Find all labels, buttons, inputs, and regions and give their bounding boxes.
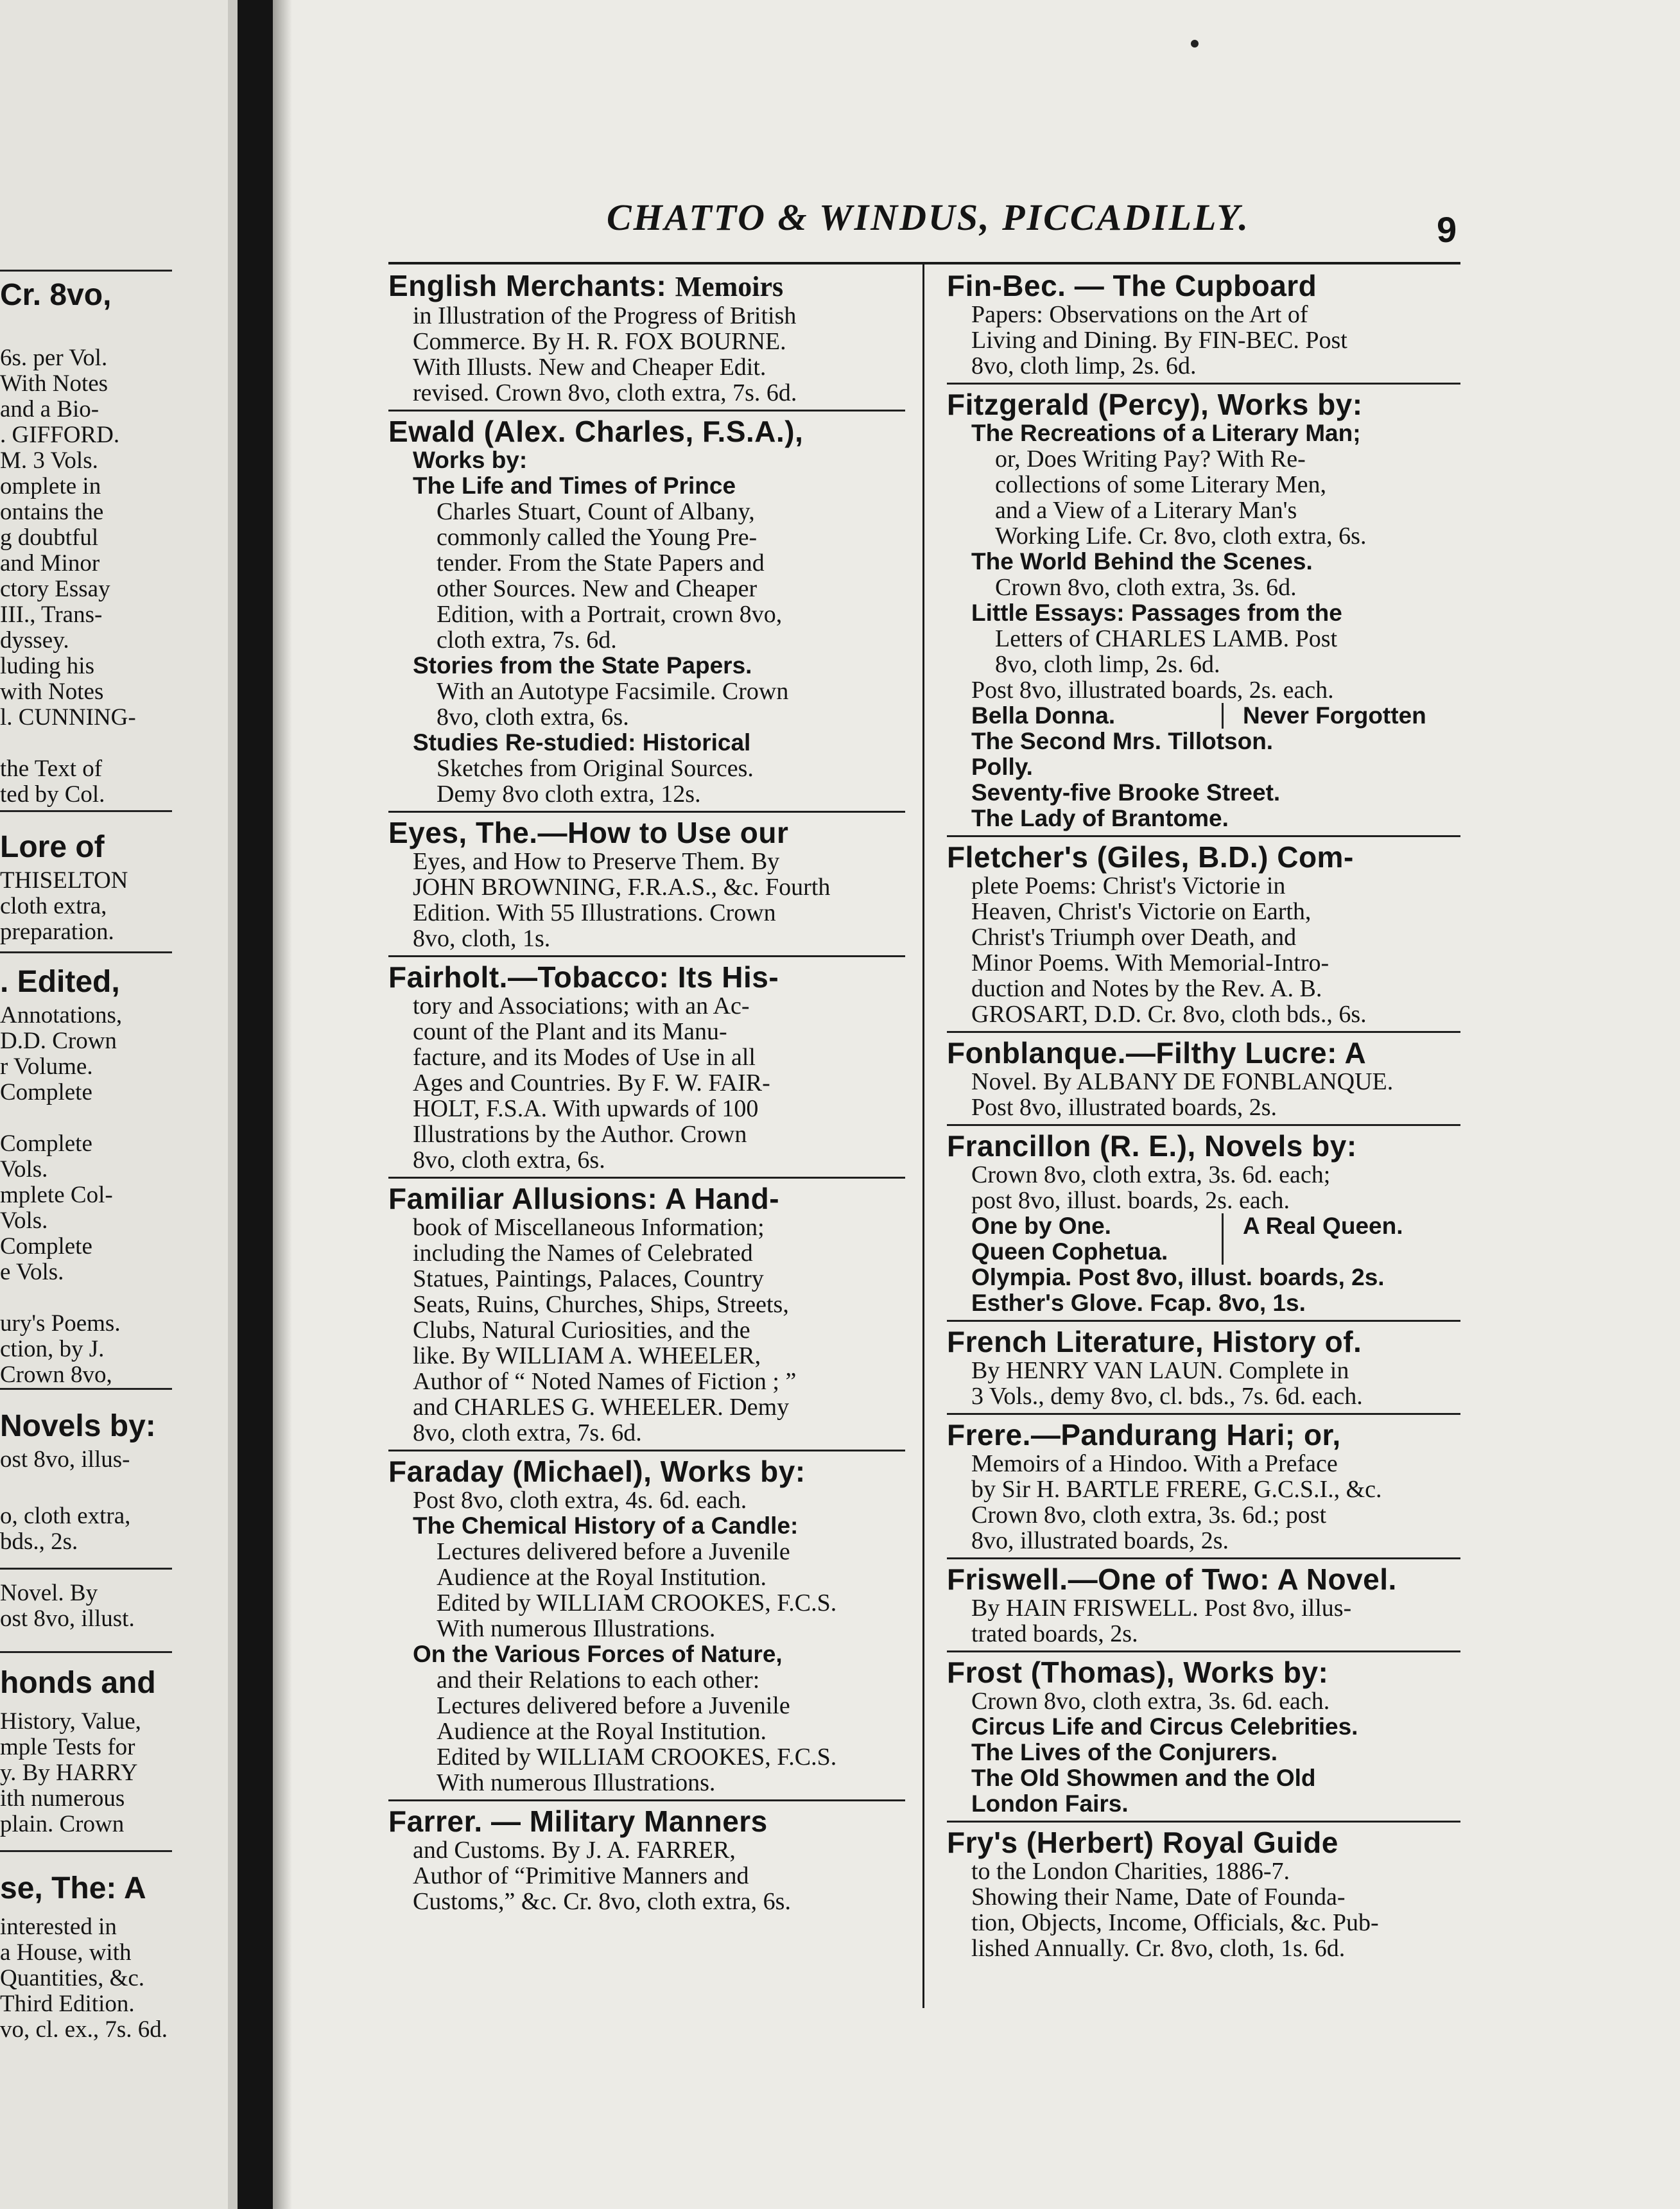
entry-text-line: GROSART, D.D. Cr. 8vo, cloth bds., 6s. xyxy=(971,1001,1367,1028)
entry-text-line: Papers: Observations on the Art of xyxy=(971,301,1308,328)
facing-page-text: Lore of xyxy=(0,830,105,864)
facing-page-text: l. CUNNING- xyxy=(0,704,136,731)
catalogue-entry xyxy=(388,813,905,957)
facing-page-rule xyxy=(0,1388,172,1390)
facing-page-text: ost 8vo, illust. xyxy=(0,1606,135,1632)
entry-text-line: Customs,” &c. Cr. 8vo, cloth extra, 6s. xyxy=(413,1888,791,1915)
facing-page-text: Quantities, &c. xyxy=(0,1965,145,1991)
entry-text-line: trated boards, 2s. xyxy=(971,1620,1138,1647)
facing-page-text: ith numerous xyxy=(0,1785,125,1812)
entry-text-line: in Illustration of the Progress of British xyxy=(413,302,797,329)
facing-page-text: g doubtful xyxy=(0,524,99,551)
print-speck xyxy=(1191,40,1199,48)
facing-page-text: ctory Essay xyxy=(0,576,110,602)
facing-page-text: Novels by: xyxy=(0,1409,156,1443)
facing-page-text: bds., 2s. xyxy=(0,1529,78,1555)
facing-page-text: vo, cl. ex., 7s. 6d. xyxy=(0,2016,168,2043)
entry-text-line: 3 Vols., demy 8vo, cl. bds., 7s. 6d. each. xyxy=(971,1383,1363,1410)
gutter-shadow xyxy=(273,0,292,2209)
book-text-line: and a View of a Literary Man's xyxy=(995,497,1297,524)
facing-page-text: se, The: A xyxy=(0,1871,146,1905)
book-title: The Life and Times of Prince xyxy=(413,472,736,499)
entry-text-line: Esther's Glove. Fcap. 8vo, 1s. xyxy=(971,1290,1306,1316)
catalogue-entry xyxy=(388,1179,905,1451)
book-title: The World Behind the Scenes. xyxy=(971,548,1313,575)
entry-heading xyxy=(388,961,905,993)
book-text-line: cloth extra, 7s. 6d. xyxy=(437,627,617,654)
book-text-line: collections of some Literary Men, xyxy=(995,471,1327,498)
facing-page-text: Third Edition. xyxy=(0,1991,135,2017)
entry-heading xyxy=(947,1419,1460,1451)
catalogue-entry xyxy=(947,1322,1460,1415)
facing-page-text: Crown 8vo, xyxy=(0,1362,112,1388)
facing-page-text: the Text of xyxy=(0,756,103,782)
book-text-line: Audience at the Royal Institution. xyxy=(437,1718,766,1745)
facing-page-text: Annotations, xyxy=(0,1002,123,1028)
entry-text-line: Author of “ Noted Names of Fiction ; ” xyxy=(413,1368,797,1395)
catalogue-entry xyxy=(388,1451,905,1801)
book-text-line: Sketches from Original Sources. xyxy=(437,755,754,782)
entry-heading-title: Fry's (Herbert) Royal Guide xyxy=(947,1826,1338,1859)
novel-title: A Real Queen. xyxy=(1243,1213,1403,1239)
running-head: CHATTO & WINDUS, PICCADILLY. xyxy=(607,196,1250,238)
entry-text-line: duction and Notes by the Rev. A. B. xyxy=(971,975,1322,1002)
facing-page-text: 6s. per Vol. xyxy=(0,345,108,371)
entry-text-line: by Sir H. BARTLE FRERE, G.C.S.I., &c. xyxy=(971,1476,1382,1503)
catalogue-entry xyxy=(947,1415,1460,1559)
entry-heading xyxy=(388,1805,905,1837)
entry-text-line: By HENRY VAN LAUN. Complete in xyxy=(971,1357,1349,1384)
facing-page-text: Complete xyxy=(0,1233,92,1260)
entry-heading-title: Francillon (R. E.), Novels by: xyxy=(947,1129,1357,1163)
entry-text-line: lished Annually. Cr. 8vo, cloth, 1s. 6d. xyxy=(971,1935,1346,1962)
entry-text-line: count of the Plant and its Manu- xyxy=(413,1018,727,1045)
facing-page-text: omplete in xyxy=(0,473,101,499)
catalogue-entry xyxy=(947,837,1460,1033)
facing-page-text: Vols. xyxy=(0,1156,48,1182)
entry-text-line: Illustrations by the Author. Crown xyxy=(413,1121,747,1148)
entry-text-line: Commerce. By H. R. FOX BOURNE. xyxy=(413,328,786,355)
entry-text-line: and CHARLES G. WHEELER. Demy xyxy=(413,1394,790,1421)
book-text-line: Working Life. Cr. 8vo, cloth extra, 6s. xyxy=(995,523,1367,550)
entry-text-line: Statues, Paintings, Palaces, Country xyxy=(413,1265,764,1292)
entry-heading xyxy=(388,1455,905,1487)
book-title: The Chemical History of a Candle: xyxy=(413,1512,799,1539)
entry-heading xyxy=(947,1130,1460,1162)
facing-page-text: Vols. xyxy=(0,1208,48,1234)
facing-page-text: THISELTON xyxy=(0,867,128,894)
catalogue-entry xyxy=(947,1033,1460,1126)
facing-page-rule xyxy=(0,951,172,953)
entry-heading-title: Fitzgerald (Percy), Works by: xyxy=(947,388,1363,421)
top-rule xyxy=(388,262,1460,264)
book-text-line: other Sources. New and Cheaper xyxy=(437,575,758,602)
entry-text-line: Christ's Triumph over Death, and xyxy=(971,924,1297,951)
book-text-line: Edition, with a Portrait, crown 8vo, xyxy=(437,601,783,628)
entry-text-line: like. By WILLIAM A. WHEELER, xyxy=(413,1342,761,1369)
novel-title: Circus Life and Circus Celebrities. xyxy=(971,1713,1358,1740)
book-text-line: Audience at the Royal Institution. xyxy=(437,1564,766,1591)
entry-heading-title: Fonblanque.—Filthy Lucre: A xyxy=(947,1036,1367,1070)
catalogue-entry xyxy=(947,1559,1460,1652)
entry-text-line: post 8vo, illust. boards, 2s. each. xyxy=(971,1187,1290,1214)
entry-text-line: Memoirs of a Hindoo. With a Preface xyxy=(971,1450,1338,1477)
entry-text-line: 8vo, illustrated boards, 2s. xyxy=(971,1527,1229,1554)
entry-heading-title: Familiar Allusions: A Hand- xyxy=(388,1182,780,1215)
page-edge xyxy=(228,0,238,2209)
book-gutter xyxy=(238,0,273,2209)
catalogue-entry xyxy=(947,385,1460,837)
facing-page-text: honds and xyxy=(0,1666,156,1700)
entry-text-line: Minor Poems. With Memorial-Intro- xyxy=(971,949,1329,976)
novel-title: Queen Cophetua. xyxy=(971,1238,1168,1265)
book-text-line: Lectures delivered before a Juvenile xyxy=(437,1538,790,1565)
entry-text-line: Crown 8vo, cloth extra, 3s. 6d.; post xyxy=(971,1502,1327,1529)
entry-text-line: Crown 8vo, cloth extra, 3s. 6d. each. xyxy=(971,1688,1330,1715)
entry-text-line: and Customs. By J. A. FARRER, xyxy=(413,1837,736,1864)
entry-heading xyxy=(388,415,905,447)
entry-text-line: By HAIN FRISWELL. Post 8vo, illus- xyxy=(971,1595,1352,1622)
facing-page-rule xyxy=(0,270,172,272)
book-title: The Recreations of a Literary Man; xyxy=(971,420,1361,446)
entry-text-line: book of Miscellaneous Information; xyxy=(413,1214,765,1241)
entry-heading xyxy=(947,1326,1460,1358)
catalogue-entry xyxy=(388,957,905,1179)
novel-title: Seventy-five Brooke Street. xyxy=(971,779,1281,806)
facing-page-text: Complete xyxy=(0,1130,92,1157)
facing-page-fragment xyxy=(0,0,238,2209)
book-text-line: commonly called the Young Pre- xyxy=(437,524,758,551)
novel-title: The Old Showmen and the Old xyxy=(971,1765,1316,1791)
book-text-line: Charles Stuart, Count of Albany, xyxy=(437,498,755,525)
entry-heading xyxy=(947,388,1460,420)
entry-heading-title: Fairholt.—Tobacco: Its His- xyxy=(388,960,779,994)
catalogue-entry xyxy=(947,1126,1460,1322)
entry-text-line: Living and Dining. By FIN-BEC. Post xyxy=(971,327,1347,354)
facing-page-text: preparation. xyxy=(0,919,114,945)
novel-grid-right xyxy=(1224,1213,1403,1265)
entry-text-line: 8vo, cloth extra, 7s. 6d. xyxy=(413,1419,642,1446)
facing-page-text: mple Tests for xyxy=(0,1734,135,1760)
entry-heading xyxy=(947,841,1460,873)
entry-text-line: HOLT, F.S.A. With upwards of 100 xyxy=(413,1095,759,1122)
facing-page-text: dyssey. xyxy=(0,627,69,654)
novel-title: The Second Mrs. Tillotson. xyxy=(971,728,1274,754)
entry-heading xyxy=(947,1826,1460,1858)
facing-page-text: a House, with xyxy=(0,1939,132,1966)
novel-title: Bella Donna. xyxy=(971,703,1224,729)
entry-text-line: Showing their Name, Date of Founda- xyxy=(971,1884,1346,1910)
entry-text-line: facture, and its Modes of Use in all xyxy=(413,1044,756,1071)
entry-text-line: 8vo, cloth limp, 2s. 6d. xyxy=(971,352,1197,379)
book-text-line: With numerous Illustrations. xyxy=(437,1769,716,1796)
entry-text-line: Heaven, Christ's Victorie on Earth, xyxy=(971,898,1312,925)
book-text-line: 8vo, cloth limp, 2s. 6d. xyxy=(995,651,1220,678)
facing-page-text: Novel. By xyxy=(0,1580,98,1606)
entry-text-line: tory and Associations; with an Ac- xyxy=(413,992,750,1019)
facing-page-text: cloth extra, xyxy=(0,893,107,919)
entry-text-line: JOHN BROWNING, F.R.A.S., &c. Fourth xyxy=(413,874,831,901)
entry-price-line: Post 8vo, illustrated boards, 2s. each. xyxy=(971,677,1334,704)
book-text-line: Edited by WILLIAM CROOKES, F.C.S. xyxy=(437,1590,837,1616)
facing-page-text: Complete xyxy=(0,1079,92,1105)
entry-heading-title: Frost (Thomas), Works by: xyxy=(947,1656,1329,1689)
entry-text-line: Clubs, Natural Curiosities, and the xyxy=(413,1317,750,1344)
book-text-line: tender. From the State Papers and xyxy=(437,550,765,576)
entry-heading xyxy=(947,270,1460,302)
novel-title: The Lives of the Conjurers. xyxy=(971,1739,1277,1765)
facing-page-text: ction, by J. xyxy=(0,1336,105,1362)
entry-heading xyxy=(388,817,905,849)
facing-page-text: e Vols. xyxy=(0,1259,64,1285)
entry-text-line: Author of “Primitive Manners and xyxy=(413,1862,749,1889)
novel-title: Polly. xyxy=(971,754,1033,780)
book-text-line: and their Relations to each other: xyxy=(437,1667,760,1694)
entry-heading xyxy=(388,270,905,303)
entry-heading xyxy=(388,1182,905,1215)
book-text-line: Edited by WILLIAM CROOKES, F.C.S. xyxy=(437,1744,837,1771)
facing-page-text: . GIFFORD. xyxy=(0,422,120,448)
entry-text-line: With Illusts. New and Cheaper Edit. xyxy=(413,354,766,381)
book-title: On the Various Forces of Nature, xyxy=(413,1641,783,1667)
facing-page-text: ury's Poems. xyxy=(0,1310,121,1337)
book-text-line: Demy 8vo cloth extra, 12s. xyxy=(437,781,701,808)
facing-page-rule xyxy=(0,1568,172,1570)
facing-page-text: and a Bio- xyxy=(0,396,100,422)
facing-page-text: Cr. 8vo, xyxy=(0,278,112,312)
facing-page-text: III., Trans- xyxy=(0,602,103,628)
book-text-line: 8vo, cloth extra, 6s. xyxy=(437,704,629,731)
book-text-line: Crown 8vo, cloth extra, 3s. 6d. xyxy=(995,574,1297,601)
entry-text-line: Ages and Countries. By F. W. FAIR- xyxy=(413,1070,770,1096)
entry-text-line: Novel. By ALBANY DE FONBLANQUE. xyxy=(971,1068,1394,1095)
novel-grid xyxy=(947,1213,1460,1265)
catalogue-entry xyxy=(388,266,905,411)
novel-title: Never Forgotten xyxy=(1243,702,1426,729)
facing-page-text: plain. Crown xyxy=(0,1811,125,1837)
entry-heading-title: Fin-Bec. — The Cupboard xyxy=(947,269,1317,302)
catalogue-entry xyxy=(947,1652,1460,1823)
entry-heading-title: Ewald (Alex. Charles, F.S.A.), xyxy=(388,415,804,448)
book-title: Little Essays: Passages from the xyxy=(971,600,1342,626)
entry-text-line: including the Names of Celebrated xyxy=(413,1240,753,1267)
book-text-line: With an Autotype Facsimile. Crown xyxy=(437,678,789,705)
entry-text-line: revised. Crown 8vo, cloth extra, 7s. 6d. xyxy=(413,379,797,406)
facing-page-text: y. By HARRY xyxy=(0,1760,138,1786)
catalogue-entry xyxy=(947,1823,1460,1965)
facing-page-text: luding his xyxy=(0,653,94,679)
novel-pair xyxy=(947,703,1460,729)
facing-page-text: o, cloth extra, xyxy=(0,1503,131,1529)
entry-heading-title: Frere.—Pandurang Hari; or, xyxy=(947,1418,1341,1451)
facing-page-rule xyxy=(0,1850,172,1852)
entry-text-line: Crown 8vo, cloth extra, 3s. 6d. each; xyxy=(971,1161,1331,1188)
book-text-line: or, Does Writing Pay? With Re- xyxy=(995,446,1306,472)
entry-subheading: Works by: xyxy=(413,447,528,473)
entry-text-line: 8vo, cloth extra, 6s. xyxy=(413,1147,605,1174)
book-text-line: Letters of CHARLES LAMB. Post xyxy=(995,625,1338,652)
facing-page-text: mplete Col- xyxy=(0,1182,113,1208)
facing-page-text: ted by Col. xyxy=(0,781,105,808)
novel-title: One by One. xyxy=(971,1213,1111,1239)
novel-title: London Fairs. xyxy=(971,1790,1129,1817)
facing-page-text: ontains the xyxy=(0,499,104,525)
entry-heading-title: Friswell.—One of Two: A Novel. xyxy=(947,1563,1397,1596)
facing-page-text: With Notes xyxy=(0,370,108,397)
left-column xyxy=(388,266,905,1918)
entry-heading-title: English Merchants: xyxy=(388,269,667,302)
entry-text-line: Seats, Ruins, Churches, Ships, Streets, xyxy=(413,1291,789,1318)
catalogue-entry xyxy=(388,411,905,813)
entry-price-line: Post 8vo, cloth extra, 4s. 6d. each. xyxy=(413,1487,747,1514)
entry-heading-title: French Literature, History of. xyxy=(947,1325,1362,1358)
facing-page-text: . Edited, xyxy=(0,965,120,999)
book-text-line: With numerous Illustrations. xyxy=(437,1615,716,1642)
catalogue-entry xyxy=(947,266,1460,385)
entry-text-line: tion, Objects, Income, Officials, &c. Pub- xyxy=(971,1909,1379,1936)
entry-heading-title: Faraday (Michael), Works by: xyxy=(388,1455,806,1488)
entry-text-line: Post 8vo, illustrated boards, 2s. xyxy=(971,1094,1277,1121)
facing-page-text: with Notes xyxy=(0,679,104,705)
facing-page-rule xyxy=(0,1651,172,1653)
entry-heading xyxy=(947,1037,1460,1069)
entry-text-line: Olympia. Post 8vo, illust. boards, 2s. xyxy=(971,1264,1385,1290)
entry-heading-title: Eyes, The.—How to Use our xyxy=(388,816,789,849)
book-title: Studies Re-studied: Historical xyxy=(413,729,751,756)
entry-text-line: 8vo, cloth, 1s. xyxy=(413,925,551,952)
page-number: 9 xyxy=(1437,209,1457,250)
entry-heading-continued: Memoirs xyxy=(675,271,784,302)
novel-title: The Lady of Brantome. xyxy=(971,805,1229,831)
right-column xyxy=(947,266,1460,1965)
facing-page-text: History, Value, xyxy=(0,1708,141,1735)
facing-page-rule xyxy=(0,810,172,812)
entry-heading-title: Farrer. — Military Manners xyxy=(388,1805,768,1838)
facing-page-text: and Minor xyxy=(0,550,100,576)
entry-text-line: to the London Charities, 1886-7. xyxy=(971,1858,1290,1885)
entry-heading xyxy=(947,1656,1460,1688)
entry-text-line: Edition. With 55 Illustrations. Crown xyxy=(413,899,776,926)
column-divider xyxy=(922,262,924,2008)
novel-grid-left xyxy=(971,1213,1224,1265)
book-text-line: Lectures delivered before a Juvenile xyxy=(437,1692,790,1719)
entry-text-line: plete Poems: Christ's Victorie in xyxy=(971,872,1286,899)
entry-heading-title: Fletcher's (Giles, B.D.) Com- xyxy=(947,840,1354,874)
catalogue-entry xyxy=(388,1801,905,1918)
facing-page-text: D.D. Crown xyxy=(0,1028,117,1054)
book-title: Stories from the State Papers. xyxy=(413,652,752,679)
facing-page-text: interested in xyxy=(0,1914,117,1940)
entry-text-line: Eyes, and How to Preserve Them. By xyxy=(413,848,780,875)
facing-page-text: r Volume. xyxy=(0,1053,93,1080)
facing-page-text: ost 8vo, illus- xyxy=(0,1446,130,1473)
entry-heading xyxy=(947,1563,1460,1595)
facing-page-text: M. 3 Vols. xyxy=(0,447,98,474)
